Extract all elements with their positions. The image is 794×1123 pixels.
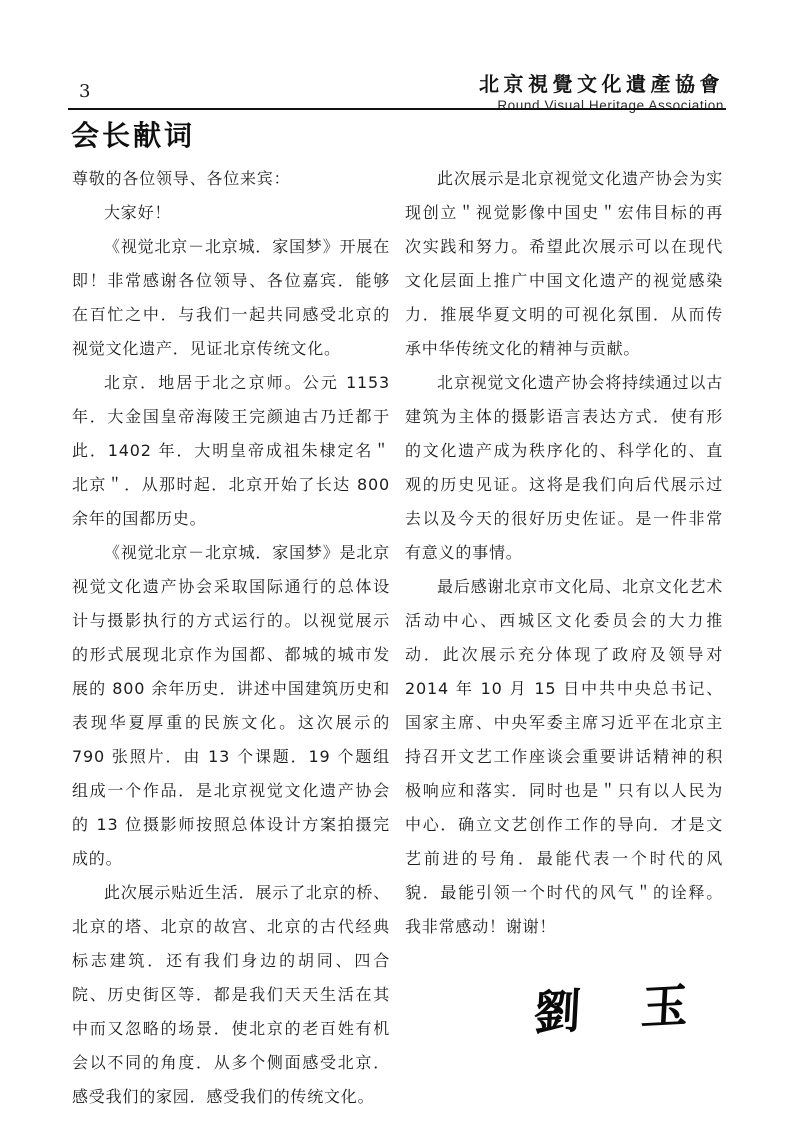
paragraph-acknowledgements: 最后感谢北京市文化局、北京文化艺术活动中心、西城区文化委员会的大力推动．此次展示充分体现了政府及领导对 2014 年 10 月 15 日中共中央总书记、国家主席、中央军委主席习近平在北京主持召开文艺工作座谈会重要讲话精神的积极响应和落实．同时也是＂只有以人民为中心．确立文艺创作工作的导向．才是文艺前进的号角．最能代表一个时代的风貌．最能引领一个时代的风气＂的诠释。我非常感动！谢谢！	[405, 577, 723, 936]
article-body	[72, 162, 723, 1114]
logo-chinese-text: 北京視覺文化遺產協會	[479, 72, 724, 96]
page-number: 3	[79, 81, 91, 102]
left-column	[72, 162, 390, 1114]
paragraph-heritage-vision: 北京视觉文化遗产协会将持续通过以古建筑为主体的摄影语言表达方式．使有形的文化遗产成为秩序化的、科学化的、直观的历史见证。这将是我们向后代展示过去以及今天的很好历史佐证。是一件非常有意义的事情。	[405, 373, 723, 562]
paragraph-exhibition-opening: 《视觉北京－北京城．家国梦》开展在即！非常感谢各位领导、各位嘉宾．能够在百忙之中．与我们一起共同感受北京的视觉文化遗产．见证北京传统文化。	[72, 237, 390, 358]
paragraph-association-goal: 此次展示是北京视觉文化遗产协会为实现创立＂视觉影像中国史＂宏伟目标的再次实践和努力。希望此次展示可以在现代文化层面上推广中国文化遗产的视觉感染力．推展华夏文明的可视化氛围．从而传承中华传统文化的精神与贡献。	[405, 169, 723, 358]
paragraph-exhibition-design: 《视觉北京－北京城．家国梦》是北京视觉文化遗产协会采取国际通行的总体设计与摄影执行的方式运行的。以视觉展示的形式展现北京作为国都、都城的城市发展的 800 余年历史．讲述中国建筑历史和表现华夏厚重的民族文化。这次展示的 790 张照片．由 13 个课题．19 个题组组成一个作品．是北京视觉文化遗产协会的 13 位摄影师按照总体设计方案拍摄完成的。	[72, 543, 390, 868]
salutation-paragraph: 尊敬的各位领导、各位来宾：	[72, 169, 291, 188]
right-column	[405, 162, 723, 1114]
greeting-paragraph: 大家好！	[104, 203, 172, 222]
paragraph-beijing-history: 北京．地居于北之京师。公元 1153 年．大金国皇帝海陵王完颜迪古乃迁都于此．1402 年．大明皇帝成祖朱棣定名＂北京＂．从那时起．北京开始了长达 800 余年的国都历史。	[72, 373, 390, 528]
signature-liu-yu: 劉 玉	[532, 977, 712, 1042]
header-divider	[68, 108, 726, 110]
logo-english-text: Round Visual Heritage Association	[497, 98, 724, 113]
paragraph-exhibition-daily-life: 此次展示贴近生活．展示了北京的桥、北京的塔、北京的故宫、北京的古代经典标志建筑．还有我们身边的胡同、四合院、历史街区等．都是我们天天生活在其中而又忽略的场景．使北京的老百姓有机会以不同的角度．从多个侧面感受北京．感受我们的家园．感受我们的传统文化。	[72, 883, 390, 1106]
page-title: 会长献词	[71, 119, 196, 152]
association-logo	[479, 68, 724, 113]
